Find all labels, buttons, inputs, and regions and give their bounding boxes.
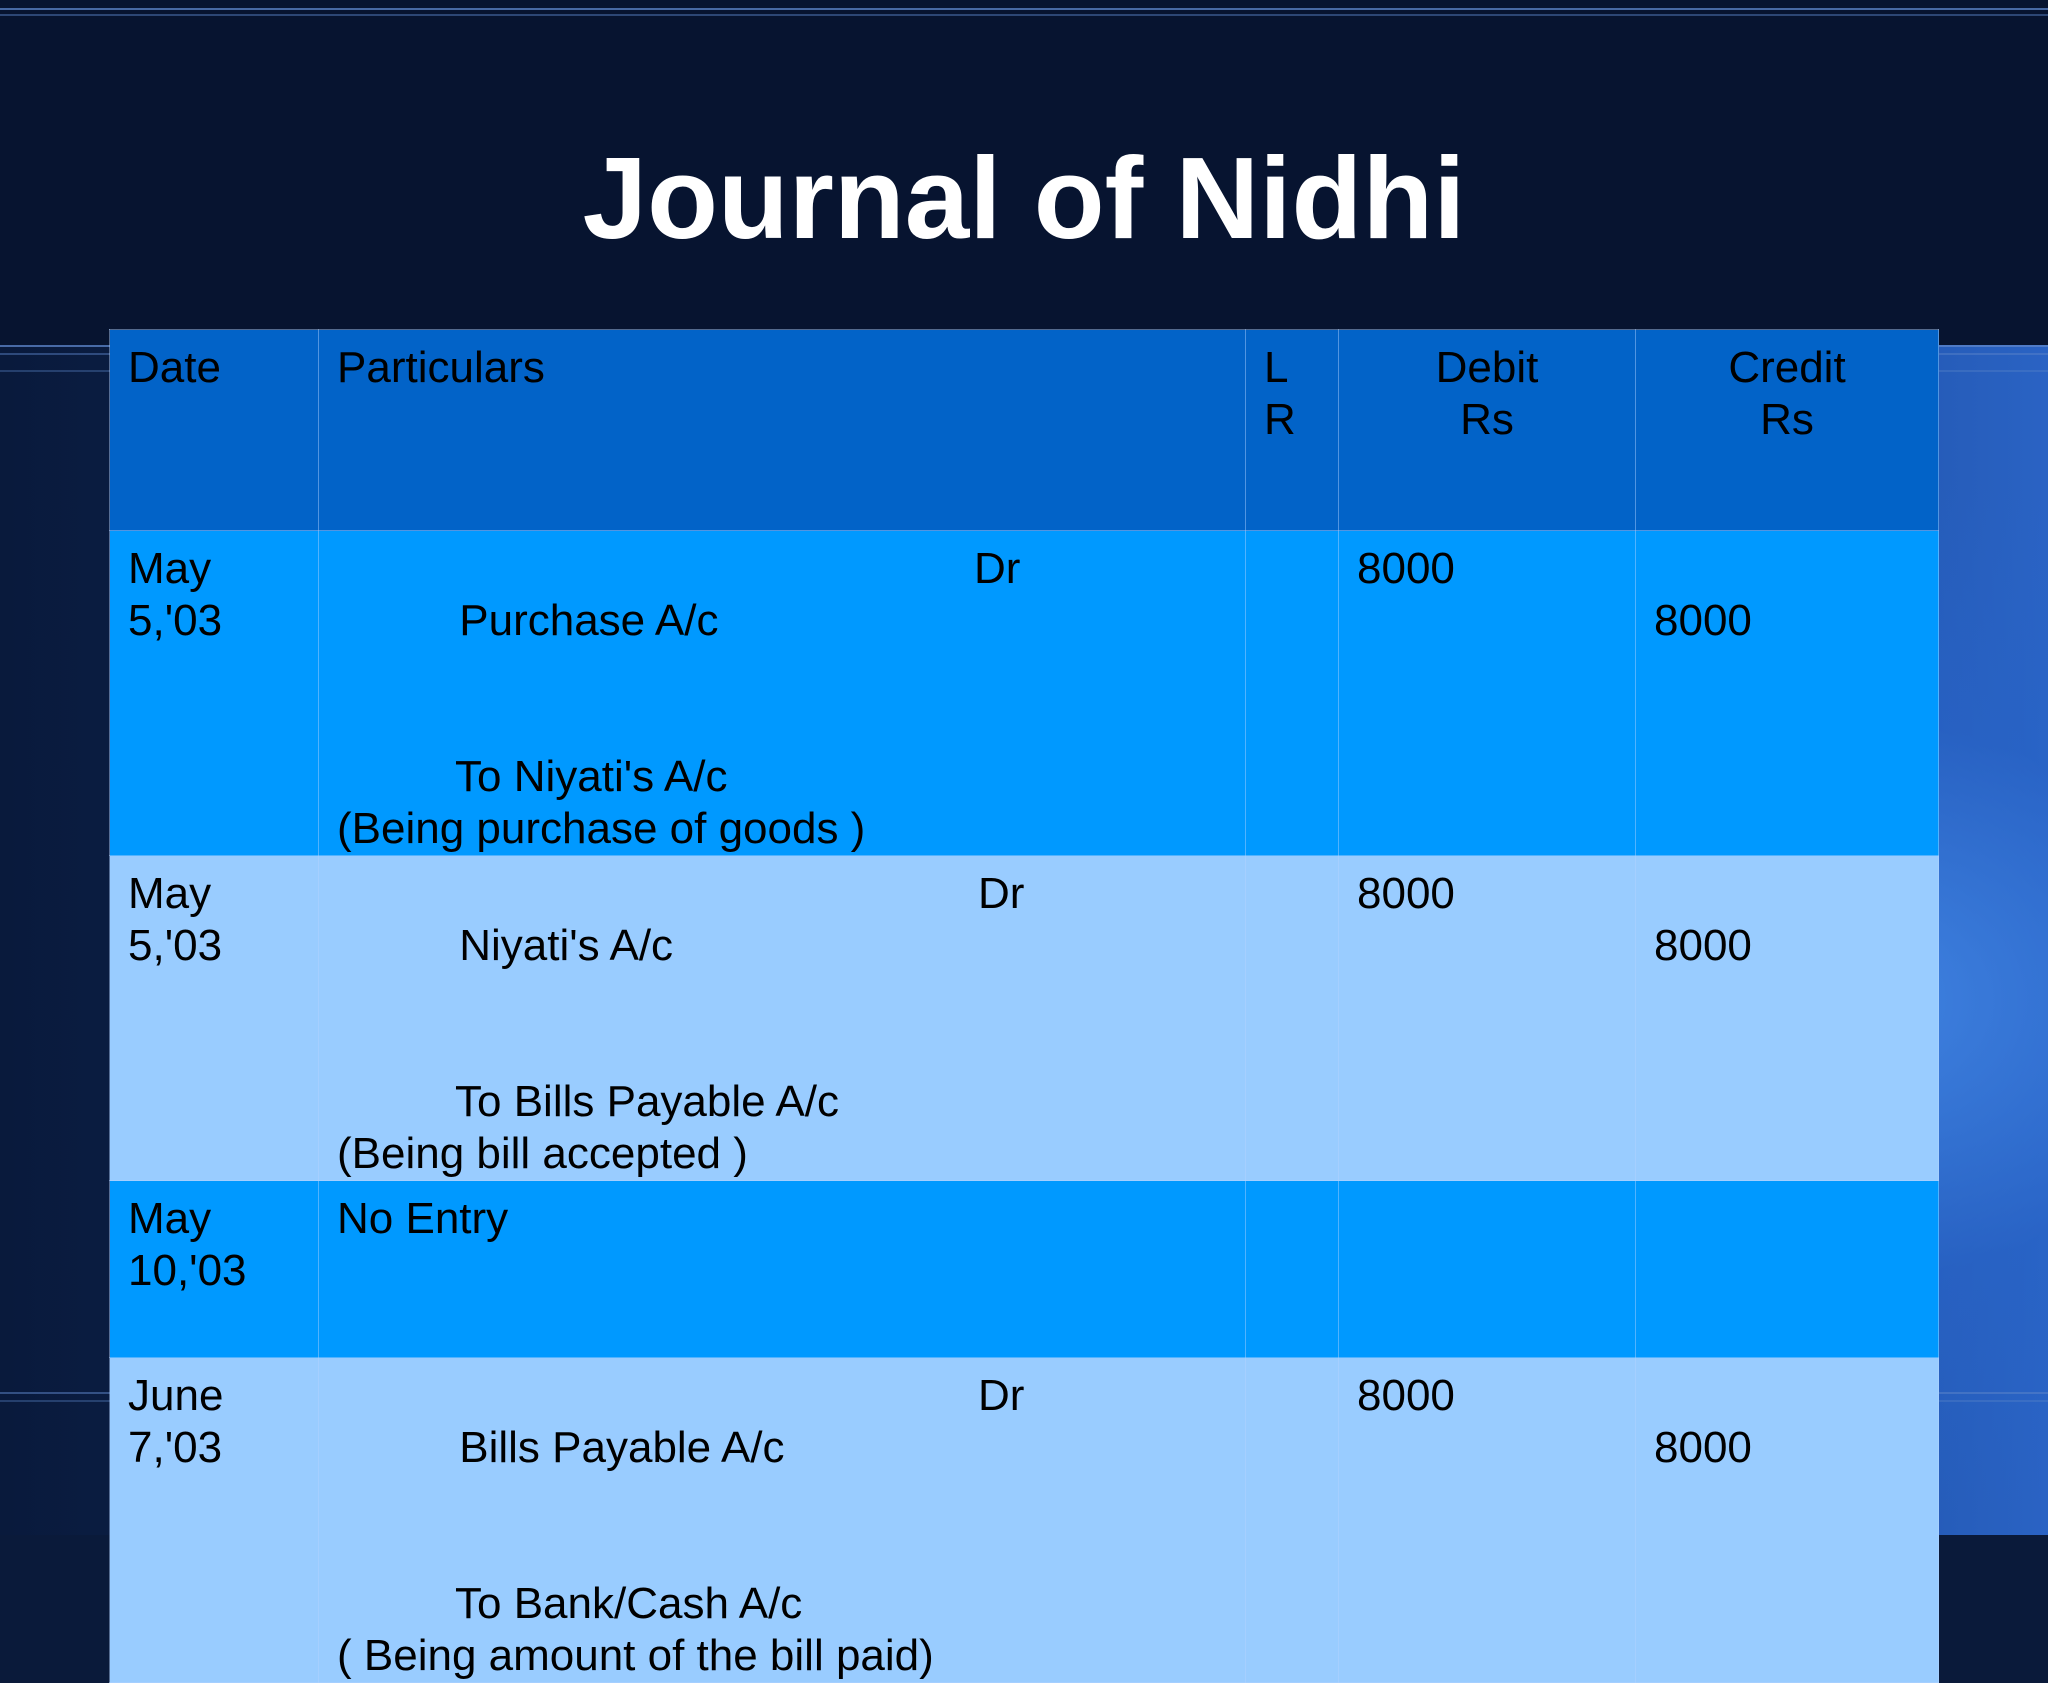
entry-date: May 5,'03 <box>110 856 319 1181</box>
header-particulars: Particulars <box>319 330 1246 531</box>
entry-debit: 8000 <box>1339 1358 1636 1683</box>
table-row <box>110 1358 1939 1683</box>
header-date: Date <box>110 330 319 531</box>
decorative-line <box>0 8 2048 10</box>
debit-account: Purchase A/c <box>459 596 719 645</box>
header-lr: L R <box>1246 330 1339 531</box>
entry-credit: 8000 <box>1636 1358 1939 1683</box>
table-header-row <box>110 330 1939 531</box>
table-row <box>110 531 1939 856</box>
narration: (Being bill accepted ) <box>337 1129 748 1178</box>
credit-account: To Bank/Cash A/c <box>455 1579 803 1628</box>
entry-particulars <box>319 531 1246 856</box>
entry-debit: 8000 <box>1339 856 1636 1181</box>
decorative-line <box>0 14 2048 16</box>
credit-account: To Bills Payable A/c <box>455 1077 839 1126</box>
entry-credit <box>1636 1181 1939 1358</box>
table-row <box>110 856 1939 1181</box>
dr-label: Dr <box>978 869 1025 918</box>
entry-credit: 8000 <box>1636 531 1939 856</box>
no-entry-text: No Entry <box>337 1194 509 1243</box>
journal-table <box>109 329 1939 1683</box>
entry-credit: 8000 <box>1636 856 1939 1181</box>
entry-lr <box>1246 856 1339 1181</box>
entry-date: May 5,'03 <box>110 531 319 856</box>
narration: (Being purchase of goods ) <box>337 804 866 853</box>
table-row <box>110 1181 1939 1358</box>
debit-account: Niyati's A/c <box>459 921 674 970</box>
dr-label: Dr <box>974 544 1021 593</box>
slide-title: Journal of Nidhi <box>582 133 1466 263</box>
entry-particulars <box>319 1358 1246 1683</box>
entry-lr <box>1246 531 1339 856</box>
header-debit: Debit Rs <box>1339 330 1636 531</box>
entry-date: June 7,'03 <box>110 1358 319 1683</box>
header-credit: Credit Rs <box>1636 330 1939 531</box>
dr-label: Dr <box>978 1371 1025 1420</box>
entry-debit: 8000 <box>1339 531 1636 856</box>
credit-account: To Niyati's A/c <box>455 752 728 801</box>
entry-particulars <box>319 1181 1246 1358</box>
entry-debit <box>1339 1181 1636 1358</box>
narration: ( Being amount of the bill paid) <box>337 1631 934 1680</box>
debit-account: Bills Payable A/c <box>459 1423 785 1472</box>
entry-lr <box>1246 1358 1339 1683</box>
entry-particulars <box>319 856 1246 1181</box>
entry-date: May 10,'03 <box>110 1181 319 1358</box>
entry-lr <box>1246 1181 1339 1358</box>
